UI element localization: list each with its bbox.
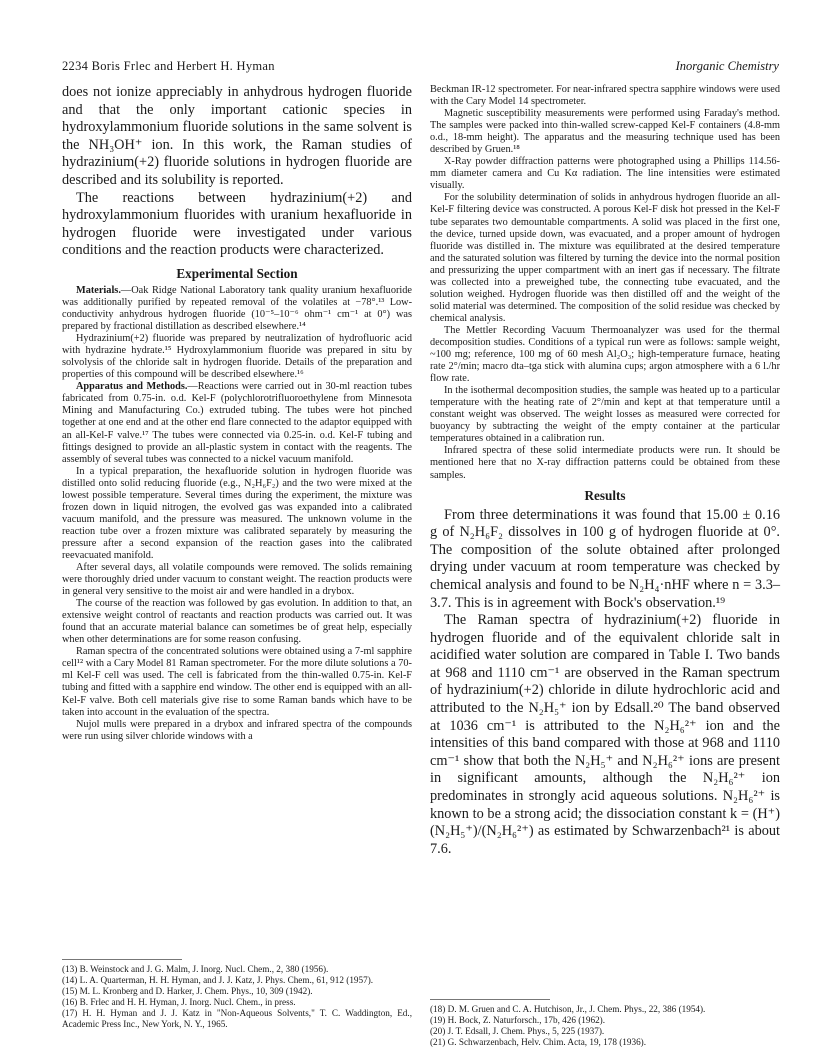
paragraph: [62, 381, 412, 465]
paragraph-body: —Oak Ridge National Laboratory tank quality uranium hexafluoride was additionally purified by repeated removal of the volatiles at −78°.¹³ Low-conductivity anhydrous hydrogen fluoride (10⁻⁵–10⁻⁶ ohm⁻¹ cm⁻¹ at 0°) was prepared by fractional distillation as described elsewhere.¹⁴: [62, 284, 412, 333]
footnote: (18) D. M. Gruen and C. A. Hutchison, Jr., J. Chem. Phys., 22, 386 (1954).: [430, 1004, 706, 1014]
footnote-rule: [62, 959, 182, 960]
paragraph: Raman spectra of the concentrated solutions were obtained using a 7-ml sapphire cell¹² with a Cary Model 81 Raman spectrometer. For the more dilute solutions a 70-ml Kel-F cell was used. The cell is fabricated from the thin-walled 0.75-in. Kel-F tubing and fitted with a sapphire end window. The other end is equipped with an all-Kel-F valve. Both cell materials give rise to some Raman bands which have to be taken into account in the evaluation of the spectra.: [62, 646, 412, 718]
section-heading-experimental: Experimental Section: [176, 265, 298, 281]
footnote: (21) G. Schwarzenbach, Helv. Chim. Acta, 19, 178 (1936).: [430, 1037, 647, 1047]
paragraph: Infrared spectra of these solid intermediate products were run. It should be mentioned here that no X-ray diffraction patterns could be obtained from these samples.: [430, 445, 780, 481]
paragraph: The reactions between hydrazinium(+2) and hydroxylammonium fluorides with uranium hexafluoride in hydrogen fluoride were investigated under various conditions and the reaction products were characterized.: [62, 189, 412, 259]
intro-text: [62, 84, 412, 260]
running-header-authors: 2234 Boris Frlec and Herbert H. Hyman: [62, 59, 275, 73]
footnote: (15) M. L. Kronberg and D. Harker, J. Chem. Phys., 10, 309 (1942).: [62, 986, 313, 996]
paragraph: X-Ray powder diffraction patterns were photographed using a Phillips 114.56-mm diameter camera and Cu Kα radiation. The line intensities were estimated visually.: [430, 156, 780, 192]
left-footnotes: [62, 955, 412, 1030]
paragraph: In a typical preparation, the hexafluoride solution in hydrogen fluoride was distilled onto solid reducing fluoride (e.g., N₂H₆F₂) and the two were mixed at the lowest possible temperature. Several times during the experiment, the mixture was frozen down in liquid nitrogen, the evolved gas was expanded into a calibrated vacuum manifold, and the pressure was measured. The unknown volume in the reaction tube over a frozen mixture was calibrated separately by measuring the pressure after a second expansion of the reaction gases into the calibrated reevacuated manifold.: [62, 465, 412, 561]
footnote: (14) L. A. Quarterman, H. H. Hyman, and J. J. Katz, J. Phys. Chem., 61, 912 (1957).: [62, 975, 374, 985]
footnote: (19) H. Bock, Z. Naturforsch., 17b, 426 (1962).: [430, 1015, 606, 1025]
paragraph: [62, 285, 412, 333]
paragraph: does not ionize appreciably in anhydrous hydrogen fluoride and that the only important cationic species in hydroxylammonium fluoride solutions in the same solvent is the NH₃OH⁺ ion. In this work, the Raman studies of hydrazinium(+2) fluoride solutions in hydrogen fluoride are described and its solubility is reported.: [62, 84, 412, 188]
right-column: [430, 84, 780, 858]
paragraph: Hydrazinium(+2) fluoride was prepared by neutralization of hydrofluoric acid with hydrazine hydrate.¹⁵ Hydroxylammonium fluoride was prepared in situ by solvolysis of the chloride salt in hydrogen fluoride. Details of the preparation and properties of this compound will be described elsewhere.¹⁶: [62, 333, 412, 381]
methods-text: [430, 84, 780, 482]
footnote-rule: [430, 999, 550, 1000]
results-text: [430, 507, 780, 859]
experimental-text: [62, 285, 412, 743]
footnote: (16) B. Frlec and H. H. Hyman, J. Inorg. Nucl. Chem., in press.: [62, 997, 296, 1007]
paragraph: From three determinations it was found that 15.00 ± 0.16 g of N₂H₆F₂ dissolves in 100 g of hydrogen fluoride at 0°. The composition of the solute obtained after prolonged drying under vacuum at room temperature was checked by chemical analysis and found to be N₂H₄·nHF where n = 3.3–3.7. This is in agreement with Bock's observation.¹⁹: [430, 506, 780, 611]
run-in-heading: Materials.: [76, 284, 121, 296]
right-footnotes: [430, 995, 780, 1048]
paragraph: The course of the reaction was followed by gas evolution. In addition to that, an extensive weight control of reactants and reaction products was carried out. It was found that an accurate material balance can sometimes be of great help, especially when other determinations are for some reason confusing.: [62, 598, 412, 646]
run-in-heading: Apparatus and Methods.: [76, 381, 188, 393]
paragraph: The Raman spectra of hydrazinium(+2) fluoride in hydrogen fluoride and of the equivalent chloride salt in acidified water solution are compared in Table I. Two bands at 968 and 1110 cm⁻¹ are observed in the Raman spectrum of hydrazinium(+2) chloride in dilute hydrochloric acid and attributed to the N₂H₅⁺ ion by Edsall.²⁰ The band observed at 1036 cm⁻¹ is attributed to the N₂H₆²⁺ ion and the intensities of this band compared with those at 968 and 1110 cm⁻¹ show that both the N₂H₅⁺ and N₂H₆²⁺ ions are present in significant amounts, although the N₂H₆²⁺ ion predominates in strongly acid aqueous solutions. N₂H₆²⁺ is known to be a strong acid; the dissociation constant k = (H⁺)(N₂H₅⁺)/(N₂H₆²⁺) as estimated by Schwarzenbach²¹ is about 7.6.: [430, 612, 780, 857]
paragraph-body: —Reactions were carried out in 30-ml reaction tubes fabricated from 0.75-in. o.d. Kel-F (polychlorotrifluoroethylene from Minnesota Mining and Manufacturing Co.) extruded tubing. The tubes were hot pinched together at one end and at the other end flare connected to the adaptor equipped with an all-Kel-F valve.¹⁷ The tubes were connected via 0.25-in. o.d. Kel-F tubing and fittings designed to provide an all-plastic system in contact with the reagents. The assembly of several tubes was connected to a nickel vacuum manifold.: [62, 381, 412, 465]
running-header-journal: Inorganic Chemistry: [675, 59, 779, 73]
paragraph: After several days, all volatile compounds were removed. The solids remaining were thoroughly dried under vacuum to constant weight. The reaction products were in general very sensitive to the moist air and were handled in a drybox.: [62, 562, 412, 598]
section-heading-results: Results: [584, 487, 626, 503]
paragraph: The Mettler Recording Vacuum Thermoanalyzer was used for the thermal decomposition studies. Conditions of a typical run were as follows: sample weight, ~100 mg; reference, 100 mg of 60 mesh Al₂O₃; high-temperature furnace, heating rate 2°/min; macro dta–tga stick with alumina cups; argon atmosphere with a 6 l./hr flow rate.: [430, 324, 780, 385]
paragraph: Beckman IR-12 spectrometer. For near-infrared spectra sapphire windows were used with the Cary Model 14 spectrometer.: [430, 84, 780, 108]
left-column: [62, 84, 412, 743]
paragraph: Magnetic susceptibility measurements were performed using Faraday's method. The samples were packed into thin-walled screw-capped Kel-F containers (4.8-mm o.d., 18-mm height). The apparatus and the measuring technique used has been described by Gruen.¹⁸: [430, 108, 780, 156]
footnote: (13) B. Weinstock and J. G. Malm, J. Inorg. Nucl. Chem., 2, 380 (1956).: [62, 964, 329, 974]
footnote: (17) H. H. Hyman and J. J. Katz in "Non-Aqueous Solvents," T. C. Waddington, Ed., Academic Press Inc., New York, N. Y., 1965.: [62, 1008, 412, 1029]
paragraph: In the isothermal decomposition studies, the sample was heated up to a particular temperature with the heating rate of 2°/min and kept at that temperature until a constant weight was observed. The weight losses as measured were corrected for buoyancy by subtracting the weight of the empty container at the particular temperatures obtained in a calibration run.: [430, 385, 780, 445]
paragraph: Nujol mulls were prepared in a drybox and infrared spectra of the compounds were run using silver chloride windows with a: [62, 718, 412, 742]
footnote: (20) J. T. Edsall, J. Chem. Phys., 5, 225 (1937).: [430, 1026, 605, 1036]
paragraph: For the solubility determination of solids in anhydrous hydrogen fluoride an all-Kel-F filtering device was constructed. A porous Kel-F disk hot pressed in the Kel-F tube separates two demountable compartments. A solid was placed in the first one, the device, turned upside down, was evacuated, and a proper amount of hydrogen fluoride was distilled in. The mixture was equilibrated at the desired temperature and the saturated solution was filtered by turning the device into the normal position and pressurizing the upper compartment with an inert gas if necessary. The filtrate was collected into a preweighed tube, the connecting tube evacuated, and the solution weighed. Hydrogen fluoride was then distilled off and the weight of the solid material was determined. The composition of the solid residue was checked by chemical analysis.: [430, 192, 780, 324]
